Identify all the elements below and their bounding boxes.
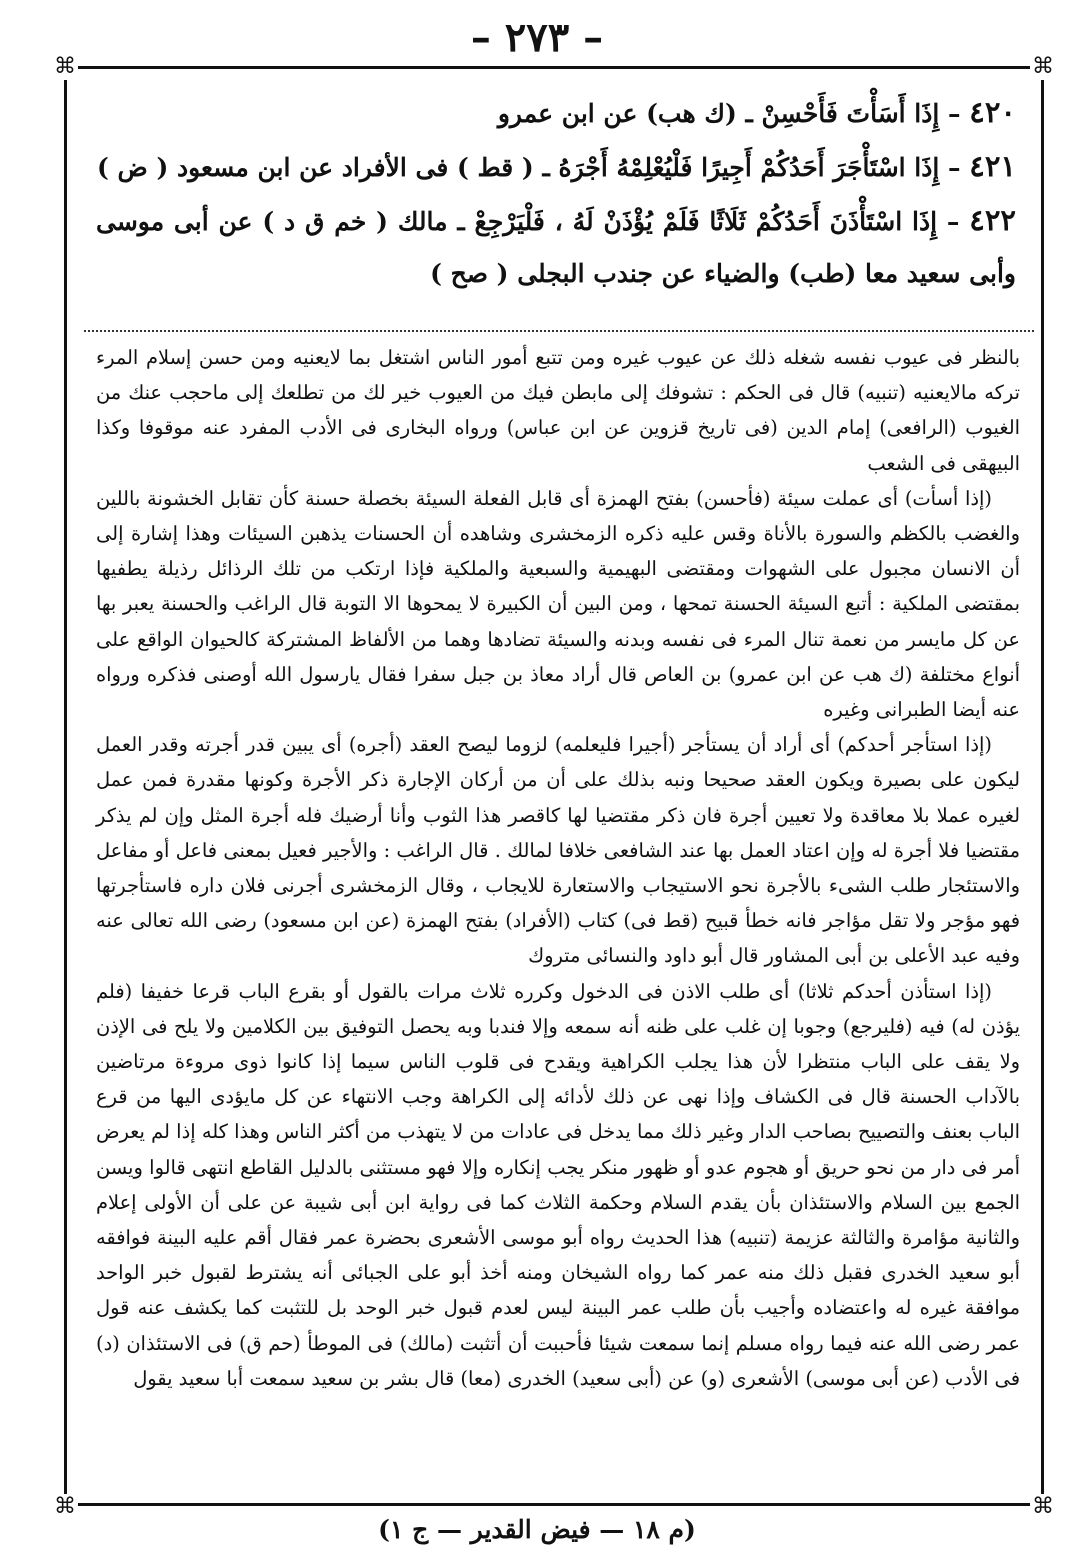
hadith-entry xyxy=(96,86,1016,140)
corner-ornament-icon: ⌘ xyxy=(1032,1494,1054,1519)
hadith-list xyxy=(96,86,1016,300)
hadith-text: – إِذَا اسْتَأْجَرَ أَحَدُكُمْ أَجِيرًا فَلْيُعْلِمْهُ أَجْرَهُ ـ ( قط ) فى الأفراد عن ابن مسعود ( ض ) xyxy=(97,153,961,182)
hadith-number: ٤٢١ xyxy=(969,149,1016,183)
commentary-paragraph: بالنظر فى عيوب نفسه شغله ذلك عن عيوب غيره ومن تتبع أمور الناس اشتغل بما لايعنيه ومن حسن إسلام المرء تركه مالايعنيه (تنبيه) قال فى الحكم : تشوفك إلى مابطن فيك من العيوب خير لك من تطلعك إلى ماحجب عنك من الغيوب (الرافعى) إمام الدين (فى تاريخ قزوين عن ابن عباس) ورواه البخارى فى الأدب المفرد عنه موقوفا وكذا البيهقى فى الشعب xyxy=(96,346,1020,475)
hadith-number: ٤٢٢ xyxy=(969,203,1016,237)
page-footer: (م ١٨ — فيض القدير — ج ١) xyxy=(378,1515,696,1544)
corner-ornament-icon: ⌘ xyxy=(54,54,76,79)
hadith-entry xyxy=(96,140,1016,194)
hadith-text: – إِذَا اسْتَأْذَنَ أَحَدُكُمْ ثَلَاثًا فَلَمْ يُؤْذَنْ لَهُ ، فَلْيَرْجِعْ ـ مالك ( خم ق د ) عن أبى موسى وأبى سعيد معا (طب) والضياء عن جندب البجلى ( صح ) xyxy=(96,207,1016,288)
section-divider xyxy=(84,330,1034,332)
commentary-paragraph: (إذا استأذن أحدكم ثلاثا) أى طلب الاذن فى الدخول وكرره ثلاث مرات بالقول أو بقرع الباب قرعا خفيفا (فلم يؤذن له) فيه (فليرجع) وجوبا إن غلب على ظنه أنه سمعه وإلا فندبا وبه يحصل التوفيق بين الكلامين ولا يلح فى الإذن ولا يقف على الباب منتظرا لأن هذا يجلب الكراهية ويقدح فى قلوب الناس سيما إذا كانوا ذوى مروءة مرتاضين بالآداب الحسنة قال فى الكشاف وإذا نهى عن ذلك لأدائه إلى الكراهة وجب الانتهاء عن كل مايؤدى اليها من قرع الباب بعنف والتصييح بصاحب الدار وغير ذلك مما يدخل فى عادات من لا يتهذب من أكثر الناس وهذا كله إذا لم يعرض أمر فى دار من نحو حريق أو هجوم عدو أو ظهور منكر يجب إنكاره وإلا فهو مستثنى بالدليل القاطع انتهى قالوا ويسن الجمع بين السلام والاستئذان بأن يقدم السلام وحكمة الثلاث كما فى رواية ابن أبى شيبة عن على أن الأولى إعلام والثانية مؤامرة والثالثة عزيمة (تنبيه) هذا الحديث رواه أبو موسى الأشعرى بحضرة عمر فقال أقم عليه البينة فوافقه أبو سعيد الخدرى فقبل ذلك منه عمر كما رواه الشيخان ومنه أخذ أبو على الجبائى أنه يشترط لقبول خبر الواحد موافقة غيره له واعتضاده وأجيب بأن طلب عمر البينة ليس لعدم قبول خبر الوحد بل للتثبت كما يكشف عنه قول عمر رضى الله عنه فيما رواه مسلم إنما سمعت شيئا فأحببت أن أتثبت (مالك) فى الموطأ (حم ق) فى الاستئذان (د) فى الأدب (عن أبى موسى) الأشعرى (و) عن (أبى سعيد) الخدرى (معا) قال بشر بن سعيد سمعت أبا سعيد يقول xyxy=(96,979,1020,1390)
corner-ornament-icon: ⌘ xyxy=(1032,54,1054,79)
hadith-entry xyxy=(96,194,1016,300)
corner-ornament-icon: ⌘ xyxy=(54,1494,76,1519)
hadith-number: ٤٢٠ xyxy=(969,95,1016,129)
commentary-body xyxy=(96,340,1020,1396)
hadith-text: – إِذَا أَسَأْتَ فَأَحْسِنْ ـ (ك هب) عن ابن عمرو xyxy=(497,99,961,128)
page-number: – ٢٧٣ – xyxy=(470,14,604,61)
commentary-paragraph: (إذا استأجر أحدكم) أى أراد أن يستأجر (أجيرا فليعلمه) لزوما ليصح العقد (أجره) أى يبين قدر أجرته وقدر العمل ليكون على بصيرة ويكون العقد صحيحا ونبه بذلك على أن من أركان الإجارة ذكر الأجرة وكونها مقدرة فمن عمل لغيره عملا بلا معاقدة ولا تعيين أجرة فان ذكر مقتضيا لها كاقصر هذا الثوب وأنا أرضيك فله أجرة المثل وإن لم يذكر مقتضيا فلا أجرة له وإن اعتاد العمل بها عند الشافعى خلافا لمالك . قال الراغب : والأجير فعيل بمعنى فاعل أو مفاعل والاستئجار طلب الشىء بالأجرة نحو الاستيجاب والاستعارة للايجاب ، وقال الزمخشرى أجرنى فلان داره فاستأجرتها فهو مؤجر ولا تقل مؤاجر فانه خطأ قبيح (قط فى) كتاب (الأفراد) بفتح الهمزة (عن ابن مسعود) رضى الله تعالى عنه وفيه عبد الأعلى بن أبى المشاور قال أبو داود والنسائى متروك xyxy=(96,733,1020,968)
commentary-paragraph: (إذا أسأت) أى عملت سيئة (فأحسن) بفتح الهمزة أى قابل الفعلة السيئة بخصلة حسنة كأن تقابل الخشونة باللين والغضب بالكظم والسورة بالأناة وقس عليه ذكره الزمخشرى وشاهده أن الحسنات يذهبن السيئات وهذا إشارة إلى أن الانسان مجبول على الشهوات ومقتضى البهيمية والسبعية والملكية فإذا ارتكب من تلك الرذائل رذيلة يطفيها بمقتضى الملكية : أتبع السيئة الحسنة تمحها ، ومن البين أن الكبيرة لا يمحوها الا التوبة قال الراغب والحسنة يعبر بها عن كل مايسر من نعمة تنال المرء فى نفسه وبدنه والسيئة تضادها وهما من الألفاظ المشتركة كالحيوان الواقع على أنواع مختلفة (ك هب عن ابن عمرو) بن العاص قال أراد معاذ بن جبل سفرا فقال يارسول الله أوصنى فذكره ورواه عنه أيضا الطبرانى وغيره xyxy=(96,486,1020,722)
